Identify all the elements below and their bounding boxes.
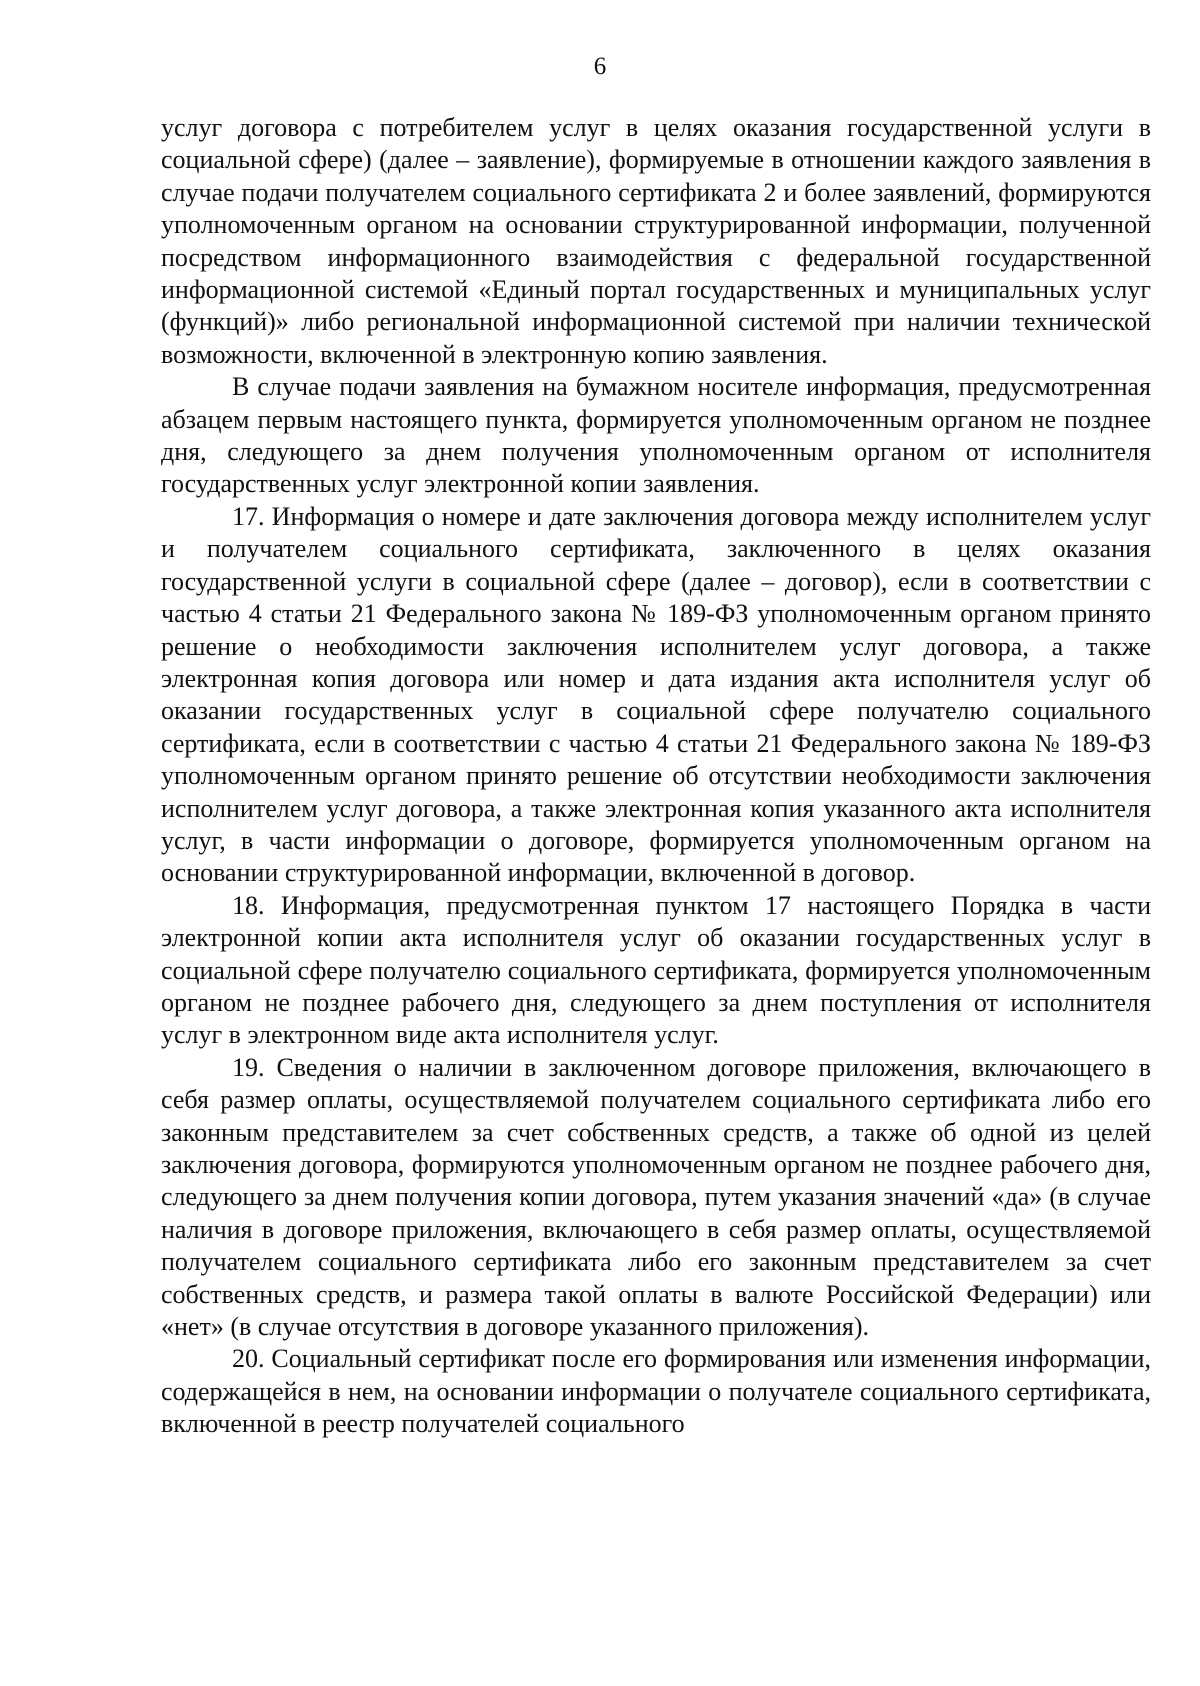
page-number: 6 [593,53,607,80]
paragraph-item-19: 19. Сведения о наличии в заключенном договоре приложения, включающего в себя размер оплаты, осуществляемой получателем социального сертификата либо его законным представителем за счет собственных средств, а также об одной из целей заключения договора, формируются уполномоченным органом не позднее рабочего дня, следующего за днем получения копии договора, путем указания значений «да» (в случае наличия в договоре приложения, включающего в себя размер оплаты, осуществляемой получателем социального сертификата либо его законным представителем за счет собственных средств, и размера такой оплаты в валюте Российской Федерации) или «нет» (в случае отсутствия в договоре указанного приложения). [161,1052,1151,1342]
paragraph-item-20: 20. Социальный сертификат после его формирования или изменения информации, содержащейся в нем, на основании информации о получателе социального сертификата, включенной в реестр получателей социального [161,1344,1151,1439]
paragraph-paper-application: В случае подачи заявления на бумажном носителе информация, предусмотренная абзацем первым настоящего пункта, формируется уполномоченным органом не позднее дня, следующего за днем получения уполномоченным органом от исполнителя государственных услуг электронной копии заявления. [161,372,1151,499]
paragraph-item-17: 17. Информация о номере и дате заключения договора между исполнителем услуг и получателем социального сертификата, заключенного в целях оказания государственной услуги в социальной сфере (далее – договор), если в соответствии с частью 4 статьи 21 Федерального закона № 189-ФЗ уполномоченным органом принято решение о необходимости заключения исполнителем услуг договора, а также электронная копия договора или номер и дата издания акта исполнителя услуг об оказании государственных услуг в социальной сфере получателю социального сертификата, если в соответствии с частью 4 статьи 21 Федерального закона № 189-ФЗ уполномоченным органом принято решение об отсутствии необходимости заключения исполнителем услуг договора, а также электронная копия указанного акта исполнителя услуг, в части информации о договоре, формируется уполномоченным органом на основании структурированной информации, включенной в договор. [161,501,1151,888]
paragraph-item-18: 18. Информация, предусмотренная пунктом 17 настоящего Порядка в части электронной копии акта исполнителя услуг об оказании государственных услуг в социальной сфере получателю социального сертификата, формируется уполномоченным органом не позднее рабочего дня, следующего за днем поступления от исполнителя услуг в электронном виде акта исполнителя услуг. [161,890,1151,1050]
paragraph-continuation: услуг договора с потребителем услуг в целях оказания государственной услуги в социальной сфере) (далее – заявление), формируемые в отношении каждого заявления в случае подачи получателем социального сертификата 2 и более заявлений, формируются уполномоченным органом на основании структурированной информации, полученной посредством информационного взаимодействия с федеральной государственной информационной системой «Единый портал государственных и муниципальных услуг (функций)» либо региональной информационной системой при наличии технической возможности, включенной в электронную копию заявления. [161,113,1151,369]
document-body [161,112,1151,1441]
